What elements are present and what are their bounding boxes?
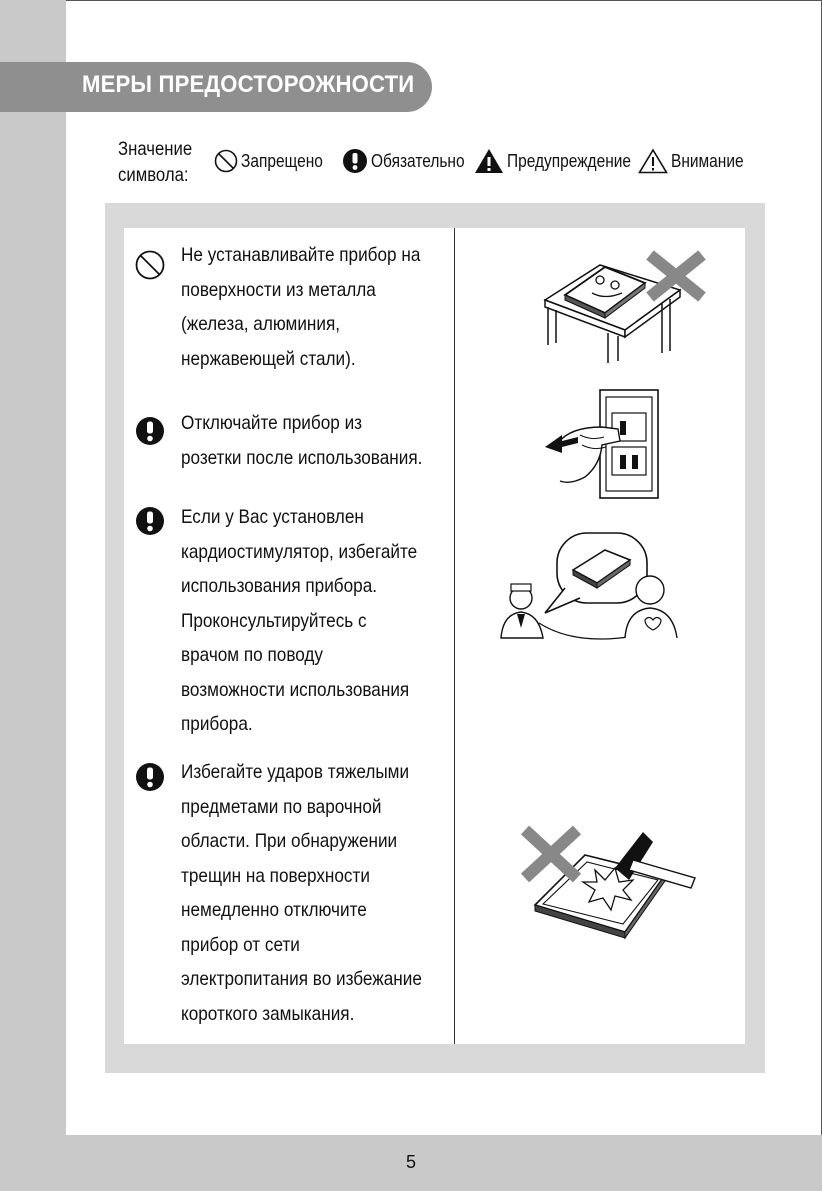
- item-line: прибор от сети: [181, 933, 300, 956]
- legend-caption-line: символа:: [118, 165, 189, 186]
- item-line: Если у Вас установлен: [181, 506, 364, 528]
- item-line: кардиостимулятор, избегайте: [181, 540, 418, 563]
- mandatory-icon: [135, 416, 165, 446]
- item-line: прибора.: [181, 713, 253, 735]
- legend-caption-line: Значение: [118, 139, 193, 160]
- item-line: электропитания во избежание: [181, 968, 422, 990]
- item-line: предметами по варочной: [181, 795, 382, 818]
- item-line: трещин на поверхности: [181, 864, 370, 887]
- hammer-impact-illustration: [515, 820, 705, 940]
- caution-outline-icon: [638, 148, 668, 174]
- legend-label: Предупреждение: [507, 150, 632, 171]
- item-line: (железа, алюминия,: [181, 313, 341, 335]
- legend-label: Внимание: [671, 150, 744, 171]
- pacemaker-doctor-illustration: [495, 528, 705, 658]
- item-line: врачом по поводу: [181, 644, 324, 666]
- item-text: [181, 238, 419, 376]
- item-line: использования прибора.: [181, 575, 378, 597]
- prohibited-icon: [214, 149, 238, 173]
- section-title: МЕРЫ ПРЕДОСТОРОЖНОСТИ: [82, 71, 415, 98]
- footer-bar: [66, 1135, 822, 1191]
- mandatory-icon: [342, 148, 368, 174]
- item-line: Проконсультируйтесь с: [181, 609, 367, 632]
- item-text: [181, 500, 419, 742]
- warning-filled-icon: [474, 148, 504, 174]
- mandatory-icon: [135, 762, 165, 792]
- left-margin-bar: [0, 0, 66, 1191]
- item-line: Не устанавливайте прибор на: [181, 244, 421, 266]
- legend-label: Обязательно: [371, 150, 465, 171]
- legend-label: Запрещено: [241, 150, 323, 171]
- column-divider: [454, 228, 455, 1044]
- item-line: короткого замыкания.: [181, 1002, 355, 1025]
- legend-item-prohibited: [214, 146, 336, 176]
- item-line: нержавеющей стали).: [181, 347, 356, 370]
- legend-item-warning: [474, 146, 651, 176]
- unplug-socket-illustration: [540, 385, 665, 500]
- item-text: [181, 755, 422, 1031]
- item-line: Отключайте прибор из: [181, 412, 363, 434]
- metal-table-illustration: [530, 245, 710, 365]
- item-line: области. При обнаружении: [181, 830, 398, 852]
- legend-item-caution: [638, 146, 755, 176]
- item-line: поверхности из металла: [181, 278, 376, 301]
- prohibited-icon: [135, 250, 165, 280]
- legend-item-mandatory: [342, 146, 480, 176]
- item-line: возможности использования: [181, 678, 410, 701]
- item-line: немедленно отключите: [181, 899, 367, 921]
- legend-caption: [118, 137, 192, 189]
- page-number: 5: [405, 1152, 416, 1172]
- item-line: розетки после использования.: [181, 446, 423, 469]
- item-line: Избегайте ударов тяжелыми: [181, 761, 410, 783]
- item-text: [181, 406, 423, 475]
- mandatory-icon: [135, 506, 165, 536]
